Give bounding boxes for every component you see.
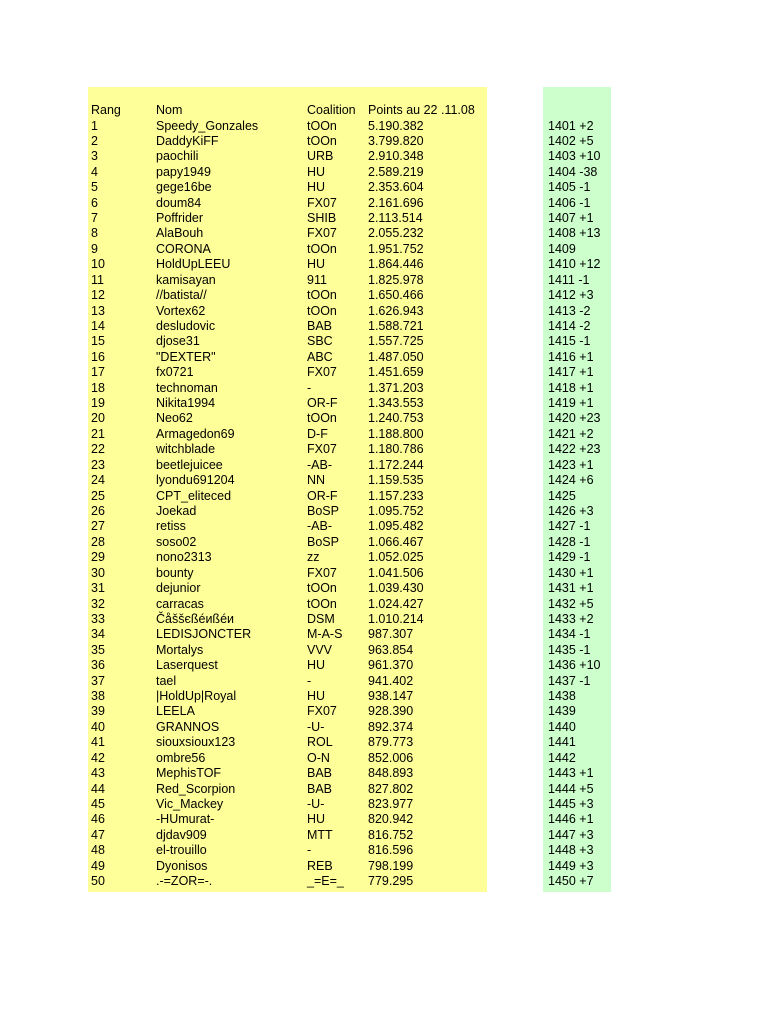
right-value-cell: 1450 +7 bbox=[548, 874, 594, 889]
right-value-cell: 1433 +2 bbox=[548, 611, 594, 626]
coalition-cell: ABC bbox=[307, 349, 333, 364]
coalition-cell: HU bbox=[307, 658, 326, 673]
coalition-cell: tOOn bbox=[307, 303, 337, 318]
points-cell: 1.066.467 bbox=[368, 534, 424, 549]
right-value-cell: 1446 +1 bbox=[548, 812, 594, 827]
header-points: Points au 22 .11.08 bbox=[368, 103, 475, 117]
rank-cell: 41 bbox=[91, 735, 105, 750]
right-value-cell: 1442 bbox=[548, 750, 576, 765]
rank-cell: 33 bbox=[91, 611, 105, 626]
points-cell: 820.942 bbox=[368, 812, 414, 827]
right-value-cell: 1416 +1 bbox=[548, 349, 594, 364]
rank-cell: 17 bbox=[91, 365, 105, 380]
coalition-cell: tOOn bbox=[307, 411, 337, 426]
rank-cell: 37 bbox=[91, 673, 105, 688]
rank-cell: 42 bbox=[91, 750, 105, 765]
right-value-cell: 1403 +10 bbox=[548, 149, 601, 164]
points-cell: 1.240.753 bbox=[368, 411, 424, 426]
points-cell: 963.854 bbox=[368, 642, 414, 657]
right-value-cell: 1431 +1 bbox=[548, 581, 594, 596]
name-cell: Nikita1994 bbox=[156, 396, 216, 411]
coalition-cell: - bbox=[307, 843, 312, 858]
rank-cell: 2 bbox=[91, 133, 98, 148]
coalition-cell: HU bbox=[307, 812, 326, 827]
right-value-cell: 1448 +3 bbox=[548, 843, 594, 858]
name-cell: DaddyKiFF bbox=[156, 133, 219, 148]
right-value-cell: 1409 bbox=[548, 241, 576, 256]
rank-cell: 3 bbox=[91, 149, 98, 164]
name-cell: CPT_eliteced bbox=[156, 488, 232, 503]
right-value-cell: 1439 bbox=[548, 704, 576, 719]
right-value-cell: 1435 -1 bbox=[548, 642, 591, 657]
points-cell: 1.010.214 bbox=[368, 611, 424, 626]
coalition-cell: HU bbox=[307, 689, 326, 704]
right-value-cell: 1418 +1 bbox=[548, 380, 594, 395]
coalition-cell: - bbox=[307, 673, 312, 688]
rank-cell: 16 bbox=[91, 349, 105, 364]
points-cell: 1.825.978 bbox=[368, 272, 424, 287]
points-cell: 928.390 bbox=[368, 704, 414, 719]
name-cell: lyondu691204 bbox=[156, 473, 235, 488]
points-cell: 892.374 bbox=[368, 719, 414, 734]
points-cell: 1.557.725 bbox=[368, 334, 424, 349]
coalition-cell: tOOn bbox=[307, 241, 337, 256]
right-value-cell: 1434 -1 bbox=[548, 627, 591, 642]
points-cell: 1.172.244 bbox=[368, 457, 424, 472]
name-cell: Vic_Mackey bbox=[156, 796, 224, 811]
name-cell: MephisTOF bbox=[156, 766, 222, 781]
coalition-cell: HU bbox=[307, 257, 326, 272]
rank-cell: 46 bbox=[91, 812, 105, 827]
coalition-cell: BAB bbox=[307, 781, 333, 796]
name-cell: papy1949 bbox=[156, 164, 211, 179]
right-value-cell: 1426 +3 bbox=[548, 504, 594, 518]
right-value-cell: 1404 -38 bbox=[548, 164, 598, 179]
name-cell: //batista// bbox=[156, 288, 207, 303]
rank-cell: 28 bbox=[91, 534, 105, 549]
name-cell: desludovic bbox=[156, 318, 216, 333]
right-value-cell: 1438 bbox=[548, 689, 576, 704]
right-value-cell: 1411 -1 bbox=[548, 272, 590, 287]
coalition-cell: MTT bbox=[307, 827, 333, 842]
rank-cell: 39 bbox=[91, 704, 105, 719]
coalition-cell: HU bbox=[307, 180, 326, 195]
right-value-cell: 1401 +2 bbox=[548, 118, 594, 133]
header-rank: Rang bbox=[91, 103, 121, 117]
coalition-cell: ROL bbox=[307, 735, 333, 750]
points-cell: 798.199 bbox=[368, 858, 414, 873]
right-value-cell: 1437 -1 bbox=[548, 673, 591, 688]
points-cell: 1.343.553 bbox=[368, 396, 424, 411]
rank-cell: 4 bbox=[91, 164, 98, 179]
coalition-cell: FX07 bbox=[307, 442, 337, 457]
coalition-cell: O-N bbox=[307, 750, 330, 765]
points-cell: 1.650.466 bbox=[368, 288, 424, 303]
points-cell: 941.402 bbox=[368, 673, 414, 688]
right-value-cell: 1444 +5 bbox=[548, 781, 594, 796]
points-cell: 852.006 bbox=[368, 750, 414, 765]
points-cell: 3.799.820 bbox=[368, 133, 424, 148]
right-value-cell: 1449 +3 bbox=[548, 858, 594, 873]
name-cell: djdav909 bbox=[156, 827, 207, 842]
right-value-cell: 1415 -1 bbox=[548, 334, 591, 349]
rank-cell: 38 bbox=[91, 689, 105, 704]
name-cell: witchblade bbox=[156, 442, 216, 457]
name-cell: Poffrider bbox=[156, 211, 204, 226]
points-cell: 1.371.203 bbox=[368, 380, 424, 395]
coalition-cell: BoSP bbox=[307, 534, 339, 549]
right-value-cell: 1432 +5 bbox=[548, 596, 594, 611]
right-value-cell: 1424 +6 bbox=[548, 473, 594, 488]
rank-cell: 26 bbox=[91, 504, 105, 518]
coalition-cell: DSM bbox=[307, 611, 335, 626]
right-value-cell: 1420 +23 bbox=[548, 411, 601, 426]
name-cell: LEELA bbox=[156, 704, 195, 719]
coalition-cell: SHIB bbox=[307, 211, 337, 226]
right-value-cell: 1447 +3 bbox=[548, 827, 594, 842]
coalition-cell: BAB bbox=[307, 766, 333, 781]
rank-cell: 18 bbox=[91, 380, 105, 395]
name-cell: Red_Scorpion bbox=[156, 781, 236, 796]
name-cell: GRANNOS bbox=[156, 719, 220, 734]
name-cell: fx0721 bbox=[156, 365, 194, 380]
name-cell: bounty bbox=[156, 565, 194, 580]
right-value-cell: 1419 +1 bbox=[548, 396, 594, 411]
coalition-cell: FX07 bbox=[307, 704, 337, 719]
points-cell: 987.307 bbox=[368, 627, 414, 642]
rank-cell: 22 bbox=[91, 442, 105, 457]
points-cell: 5.190.382 bbox=[368, 118, 424, 133]
right-value-cell: 1445 +3 bbox=[548, 796, 594, 811]
name-cell: kamisayan bbox=[156, 272, 216, 287]
name-cell: retiss bbox=[156, 519, 186, 534]
name-cell: Dyonisos bbox=[156, 858, 208, 873]
points-cell: 1.951.752 bbox=[368, 241, 424, 256]
rank-cell: 13 bbox=[91, 303, 105, 318]
points-cell: 848.893 bbox=[368, 766, 414, 781]
name-cell: Neo62 bbox=[156, 411, 193, 426]
name-cell: Vortex62 bbox=[156, 303, 206, 318]
rank-cell: 20 bbox=[91, 411, 105, 426]
rank-cell: 34 bbox=[91, 627, 105, 642]
name-cell: AlaBouh bbox=[156, 226, 204, 241]
points-cell: 816.752 bbox=[368, 827, 414, 842]
points-cell: 2.589.219 bbox=[368, 164, 424, 179]
coalition-cell: HU bbox=[307, 164, 326, 179]
right-value-cell: 1406 -1 bbox=[548, 195, 591, 210]
coalition-cell: BoSP bbox=[307, 504, 339, 518]
rank-cell: 50 bbox=[91, 874, 105, 889]
name-cell: -HUmurat- bbox=[156, 812, 215, 827]
rank-cell: 21 bbox=[91, 426, 105, 441]
name-cell: "DEXTER" bbox=[156, 349, 216, 364]
rank-cell: 43 bbox=[91, 766, 105, 781]
rank-cell: 1 bbox=[91, 118, 98, 133]
name-cell: carracas bbox=[156, 596, 204, 611]
rank-cell: 25 bbox=[91, 488, 105, 503]
name-cell: siouxsioux123 bbox=[156, 735, 236, 750]
header-coalition: Coalition bbox=[307, 103, 356, 117]
rank-cell: 19 bbox=[91, 396, 105, 411]
coalition-cell: tOOn bbox=[307, 118, 337, 133]
name-cell: HoldUpLEEU bbox=[156, 257, 231, 272]
name-cell: dejunior bbox=[156, 581, 201, 596]
rank-cell: 24 bbox=[91, 473, 105, 488]
rank-cell: 40 bbox=[91, 719, 105, 734]
points-cell: 1.024.427 bbox=[368, 596, 424, 611]
points-cell: 1.041.506 bbox=[368, 565, 424, 580]
points-cell: 961.370 bbox=[368, 658, 414, 673]
points-cell: 2.113.514 bbox=[368, 211, 423, 226]
points-cell: 827.802 bbox=[368, 781, 414, 796]
points-cell: 1.159.535 bbox=[368, 473, 424, 488]
coalition-cell: tOOn bbox=[307, 581, 337, 596]
rank-cell: 35 bbox=[91, 642, 105, 657]
name-cell: |HoldUp|Royal bbox=[156, 689, 237, 704]
rank-cell: 8 bbox=[91, 226, 98, 241]
right-value-cell: 1436 +10 bbox=[548, 658, 601, 673]
coalition-cell: _=E=_ bbox=[307, 874, 344, 889]
right-value-cell: 1441 bbox=[548, 735, 576, 750]
points-cell: 1.052.025 bbox=[368, 550, 424, 565]
coalition-cell: -AB- bbox=[307, 457, 332, 472]
rank-cell: 30 bbox=[91, 565, 105, 580]
right-value-cell: 1410 +12 bbox=[548, 257, 601, 272]
points-cell: 1.039.430 bbox=[368, 581, 424, 596]
coalition-cell: tOOn bbox=[307, 133, 337, 148]
points-cell: 1.864.446 bbox=[368, 257, 424, 272]
name-cell: gege16be bbox=[156, 180, 212, 195]
right-value-cell: 1414 -2 bbox=[548, 318, 591, 333]
name-cell: nono2313 bbox=[156, 550, 212, 565]
coalition-cell: OR-F bbox=[307, 396, 338, 411]
rank-cell: 44 bbox=[91, 781, 105, 796]
rank-cell: 9 bbox=[91, 241, 98, 256]
rank-cell: 36 bbox=[91, 658, 105, 673]
coalition-cell: VVV bbox=[307, 642, 333, 657]
coalition-cell: tOOn bbox=[307, 596, 337, 611]
name-cell: .-=ZOR=-. bbox=[156, 874, 213, 889]
coalition-cell: OR-F bbox=[307, 488, 338, 503]
points-cell: 1.588.721 bbox=[368, 318, 424, 333]
rank-cell: 23 bbox=[91, 457, 105, 472]
name-cell: Speedy_Gonzales bbox=[156, 118, 259, 133]
rank-cell: 6 bbox=[91, 195, 98, 210]
name-cell: Joekad bbox=[156, 504, 197, 518]
name-cell: ombre56 bbox=[156, 750, 206, 765]
coalition-cell: - bbox=[307, 380, 312, 395]
name-cell: djose31 bbox=[156, 334, 200, 349]
name-cell: Čåššєßéиßéи bbox=[156, 611, 234, 626]
right-value-cell: 1429 -1 bbox=[548, 550, 591, 565]
rank-cell: 15 bbox=[91, 334, 105, 349]
rank-cell: 47 bbox=[91, 827, 105, 842]
rank-cell: 27 bbox=[91, 519, 105, 534]
name-cell: Mortalys bbox=[156, 642, 204, 657]
coalition-cell: NN bbox=[307, 473, 326, 488]
coalition-cell: zz bbox=[307, 550, 320, 565]
coalition-cell: URB bbox=[307, 149, 334, 164]
coalition-cell: D-F bbox=[307, 426, 328, 441]
right-value-cell: 1421 +2 bbox=[548, 426, 594, 441]
points-cell: 2.910.348 bbox=[368, 149, 424, 164]
points-cell: 779.295 bbox=[368, 874, 414, 889]
coalition-cell: M-A-S bbox=[307, 627, 343, 642]
name-cell: Armagedon69 bbox=[156, 426, 235, 441]
rank-cell: 29 bbox=[91, 550, 105, 565]
coalition-cell: FX07 bbox=[307, 365, 337, 380]
coalition-cell: BAB bbox=[307, 318, 333, 333]
points-cell: 1.095.752 bbox=[368, 504, 424, 518]
rank-cell: 10 bbox=[91, 257, 105, 272]
coalition-cell: -U- bbox=[307, 796, 325, 811]
rank-cell: 12 bbox=[91, 288, 105, 303]
points-cell: 1.188.800 bbox=[368, 426, 424, 441]
name-cell: CORONA bbox=[156, 241, 211, 256]
coalition-cell: FX07 bbox=[307, 226, 337, 241]
right-value-cell: 1417 +1 bbox=[548, 365, 594, 380]
points-cell: 1.157.233 bbox=[368, 488, 424, 503]
rank-cell: 45 bbox=[91, 796, 105, 811]
name-cell: el-trouillo bbox=[156, 843, 207, 858]
right-value-cell: 1443 +1 bbox=[548, 766, 594, 781]
right-value-cell: 1422 +23 bbox=[548, 442, 601, 457]
points-cell: 1.180.786 bbox=[368, 442, 424, 457]
rank-cell: 31 bbox=[91, 581, 105, 596]
coalition-cell: REB bbox=[307, 858, 333, 873]
right-value-cell: 1413 -2 bbox=[548, 303, 591, 318]
coalition-cell: -AB- bbox=[307, 519, 332, 534]
right-value-cell: 1405 -1 bbox=[548, 180, 591, 195]
right-value-cell: 1430 +1 bbox=[548, 565, 594, 580]
right-value-cell: 1402 +5 bbox=[548, 133, 594, 148]
points-cell: 1.626.943 bbox=[368, 303, 424, 318]
points-cell: 879.773 bbox=[368, 735, 414, 750]
coalition-cell: FX07 bbox=[307, 195, 337, 210]
points-cell: 823.977 bbox=[368, 796, 414, 811]
rank-cell: 48 bbox=[91, 843, 105, 858]
points-cell: 1.451.659 bbox=[368, 365, 424, 380]
rank-cell: 32 bbox=[91, 596, 105, 611]
name-cell: LEDISJONCTER bbox=[156, 627, 252, 642]
name-cell: soso02 bbox=[156, 534, 197, 549]
name-cell: tael bbox=[156, 673, 177, 688]
name-cell: paochili bbox=[156, 149, 199, 164]
rank-cell: 11 bbox=[91, 272, 104, 287]
rank-cell: 7 bbox=[91, 211, 98, 226]
name-cell: technoman bbox=[156, 380, 218, 395]
points-cell: 1.487.050 bbox=[368, 349, 424, 364]
rank-cell: 14 bbox=[91, 318, 105, 333]
name-cell: doum84 bbox=[156, 195, 202, 210]
coalition-cell: tOOn bbox=[307, 288, 337, 303]
right-value-cell: 1427 -1 bbox=[548, 519, 591, 534]
name-cell: beetlejuicee bbox=[156, 457, 223, 472]
name-cell: Laserquest bbox=[156, 658, 218, 673]
points-cell: 2.353.604 bbox=[368, 180, 424, 195]
points-cell: 2.055.232 bbox=[368, 226, 424, 241]
coalition-cell: SBC bbox=[307, 334, 333, 349]
points-cell: 938.147 bbox=[368, 689, 414, 704]
right-value-cell: 1423 +1 bbox=[548, 457, 594, 472]
right-value-cell: 1440 bbox=[548, 719, 576, 734]
rank-cell: 49 bbox=[91, 858, 105, 873]
right-value-cell: 1428 -1 bbox=[548, 534, 591, 549]
points-cell: 2.161.696 bbox=[368, 195, 424, 210]
right-value-cell: 1412 +3 bbox=[548, 288, 594, 303]
points-cell: 1.095.482 bbox=[368, 519, 424, 534]
ranking-yellow-area bbox=[88, 87, 487, 892]
right-value-cell: 1408 +13 bbox=[548, 226, 601, 241]
right-value-cell: 1425 bbox=[548, 488, 576, 503]
rank-cell: 5 bbox=[91, 180, 98, 195]
points-cell: 816.596 bbox=[368, 843, 414, 858]
coalition-cell: 911 bbox=[307, 272, 327, 287]
coalition-cell: FX07 bbox=[307, 565, 337, 580]
coalition-cell: -U- bbox=[307, 719, 325, 734]
header-name: Nom bbox=[156, 103, 183, 117]
right-value-cell: 1407 +1 bbox=[548, 211, 594, 226]
